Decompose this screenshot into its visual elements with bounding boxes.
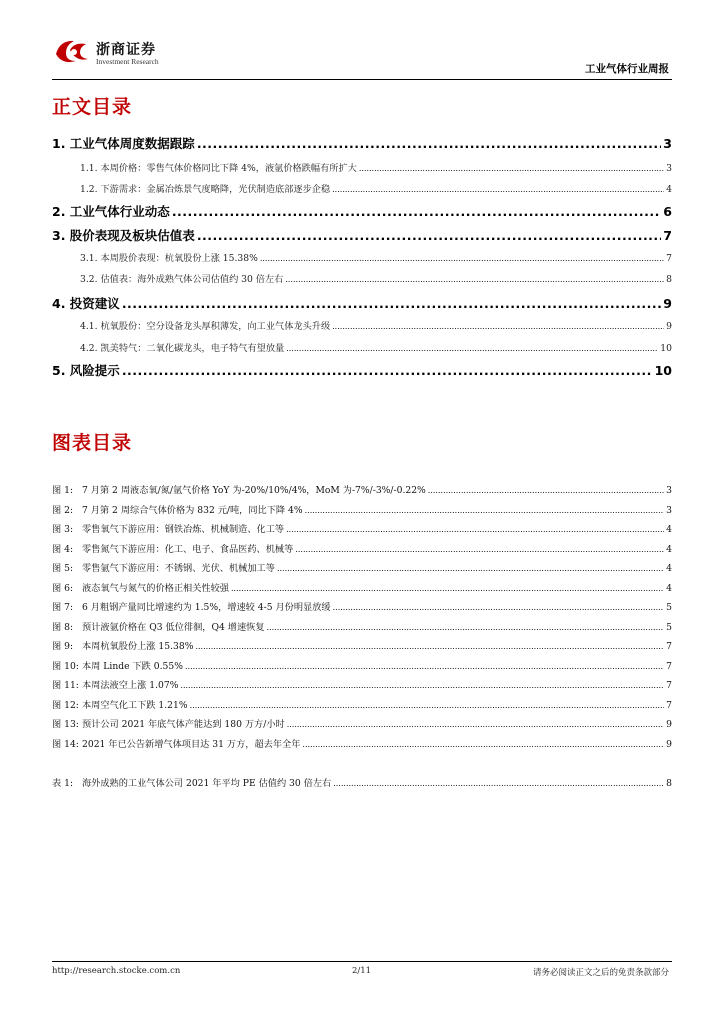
figure-page: 5 bbox=[666, 602, 672, 613]
toc-entry-text: 2. 工业气体行业动态 bbox=[52, 204, 170, 219]
toc-entry[interactable] bbox=[52, 361, 672, 379]
dot-leader bbox=[185, 662, 664, 671]
report-type: 工业气体行业周报 bbox=[585, 63, 669, 75]
figure-label: 图 7: bbox=[52, 602, 74, 613]
dot-leader bbox=[231, 584, 664, 593]
figure-caption: 预计公司 2021 年底气体产能达到 180 万方/小时 bbox=[82, 719, 285, 730]
figure-caption: 本周杭氧股份上涨 15.38% bbox=[82, 641, 194, 652]
figure-caption: 零售氮气下游应用：化工、电子、食品医药、机械等 bbox=[82, 544, 294, 555]
figure-page: 4 bbox=[666, 544, 672, 555]
toc-entry[interactable] bbox=[52, 294, 672, 312]
toc-entry[interactable] bbox=[80, 250, 672, 264]
brand-name-cn: 浙商证券 bbox=[96, 42, 156, 58]
figure-label: 图 10: bbox=[52, 661, 79, 672]
toc-entry-page: 8 bbox=[666, 274, 672, 285]
dot-leader bbox=[190, 701, 665, 710]
toc-entry[interactable] bbox=[52, 134, 672, 152]
toc-entry[interactable] bbox=[80, 340, 672, 354]
figure-entry[interactable] bbox=[52, 521, 672, 535]
dot-leader bbox=[305, 506, 665, 515]
figure-caption: 本周 Linde 下跌 0.55% bbox=[82, 661, 183, 672]
toc-entry-page: 7 bbox=[663, 228, 672, 243]
dot-leader bbox=[286, 525, 664, 534]
dot-leader bbox=[332, 322, 664, 331]
figure-label: 图 13: bbox=[52, 719, 79, 730]
figure-caption: 零售氧气下游应用：钢铁冶炼、机械制造、化工等 bbox=[82, 524, 285, 535]
figure-caption: 6 月粗钢产量同比增速约为 1.5%，增速较 4-5 月份明显放缓 bbox=[82, 602, 331, 613]
dot-leader bbox=[260, 254, 664, 263]
dot-leader bbox=[295, 545, 664, 554]
toc-entry-text: 5. 风险提示 bbox=[52, 363, 120, 378]
toc-entry[interactable] bbox=[52, 226, 672, 244]
dot-leader bbox=[428, 486, 664, 495]
toc-entry-page: 10 bbox=[660, 343, 672, 354]
figure-entry[interactable] bbox=[52, 560, 672, 574]
figure-label: 图 6: bbox=[52, 583, 74, 594]
toc-entry-page: 7 bbox=[666, 253, 672, 264]
dot-leader bbox=[197, 228, 661, 243]
dot-leader bbox=[277, 564, 664, 573]
figure-label: 图 5: bbox=[52, 563, 74, 574]
figure-label: 图 2: bbox=[52, 505, 74, 516]
toc-entry[interactable] bbox=[80, 181, 672, 195]
figure-label: 图 14: bbox=[52, 739, 79, 750]
toc-entry-page: 10 bbox=[654, 363, 672, 378]
toc-entry-text: 1.2. 下游需求：金属冶炼景气度略降，光伏制造底部逐步企稳 bbox=[80, 184, 331, 195]
figure-caption: 零售氩气下游应用：不锈钢、光伏、机械加工等 bbox=[82, 563, 275, 574]
toc-entry-text: 3. 股价表现及板块估值表 bbox=[52, 228, 195, 243]
figure-entry[interactable] bbox=[52, 482, 672, 496]
figure-caption: 液态氧气与氮气的价格正相关性较强 bbox=[82, 583, 229, 594]
figure-label: 图 1: bbox=[52, 485, 74, 496]
figure-page: 4 bbox=[666, 583, 672, 594]
figure-entry[interactable] bbox=[52, 716, 672, 730]
figure-label: 图 11: bbox=[52, 680, 79, 691]
figure-entry[interactable] bbox=[52, 697, 672, 711]
dot-leader bbox=[267, 623, 665, 632]
figure-entry[interactable] bbox=[52, 658, 672, 672]
header-divider bbox=[52, 79, 672, 80]
figure-page: 3 bbox=[666, 505, 672, 516]
figure-label: 图 8: bbox=[52, 622, 74, 633]
dot-leader bbox=[333, 779, 664, 788]
figures-title: 图表目录 bbox=[52, 432, 133, 454]
dot-leader bbox=[332, 185, 664, 194]
dot-leader bbox=[122, 363, 653, 378]
table-page: 8 bbox=[666, 778, 672, 789]
figure-label: 图 9: bbox=[52, 641, 74, 652]
toc-entry-page: 9 bbox=[666, 321, 672, 332]
figure-page: 7 bbox=[666, 661, 672, 672]
figure-entry[interactable] bbox=[52, 736, 672, 750]
dot-leader bbox=[333, 603, 665, 612]
toc-entry-page: 9 bbox=[663, 296, 672, 311]
figure-entry[interactable] bbox=[52, 677, 672, 691]
dot-leader bbox=[287, 720, 664, 729]
toc-title: 正文目录 bbox=[52, 96, 133, 118]
dot-leader bbox=[172, 204, 661, 219]
footer-url-link[interactable]: http://research.stocke.com.cn bbox=[52, 966, 181, 976]
table-label: 表 1: bbox=[52, 778, 74, 789]
dot-leader bbox=[286, 344, 658, 353]
toc-entry-text: 4.2. 凯美特气：二氧化碳龙头，电子特气有望放量 bbox=[80, 343, 285, 354]
figure-entry[interactable] bbox=[52, 599, 672, 613]
brand-name-en: Investment Research bbox=[96, 57, 159, 66]
toc-entry-text: 1. 工业气体周度数据跟踪 bbox=[52, 136, 195, 151]
dot-leader bbox=[122, 296, 661, 311]
figure-entry[interactable] bbox=[52, 638, 672, 652]
table-entry[interactable] bbox=[52, 775, 672, 789]
toc-entry-text: 3.1. 本周股价表现：杭氧股份上涨 15.38% bbox=[80, 253, 258, 264]
toc-entry-text: 4.1. 杭氧股份：空分设备龙头厚积薄发，向工业气体龙头升级 bbox=[80, 321, 331, 332]
dot-leader bbox=[302, 740, 664, 749]
figure-page: 9 bbox=[666, 719, 672, 730]
toc-entry-page: 6 bbox=[663, 204, 672, 219]
figure-entry[interactable] bbox=[52, 619, 672, 633]
figure-entry[interactable] bbox=[52, 541, 672, 555]
figure-caption: 预计液氩价格在 Q3 低位徘徊，Q4 增速恢复 bbox=[82, 622, 265, 633]
figure-page: 4 bbox=[666, 524, 672, 535]
figure-caption: 7 月第 2 周液态氧/氮/氩气价格 YoY 为-20%/10%/4%，MoM 为-7%/-3%/-0.22% bbox=[82, 485, 426, 496]
figure-caption: 7 月第 2 周综合气体价格为 832 元/吨，同比下降 4% bbox=[82, 505, 303, 516]
dot-leader bbox=[197, 136, 661, 151]
dot-leader bbox=[180, 681, 664, 690]
dot-leader bbox=[285, 275, 664, 284]
figure-page: 9 bbox=[666, 739, 672, 750]
toc-entry-page: 3 bbox=[666, 163, 672, 174]
table-caption: 海外成熟的工业气体公司 2021 年平均 PE 估值约 30 倍左右 bbox=[82, 778, 332, 789]
toc-entry[interactable] bbox=[80, 271, 672, 285]
toc-entry-text: 3.2. 估值表：海外成熟气体公司估值约 30 倍左右 bbox=[80, 274, 284, 285]
figure-caption: 2021 年已公告新增气体项目达 31 万方，超去年全年 bbox=[82, 739, 301, 750]
toc-entry[interactable] bbox=[52, 202, 672, 220]
figure-page: 7 bbox=[666, 700, 672, 711]
figure-page: 7 bbox=[666, 680, 672, 691]
toc-entry-page: 3 bbox=[663, 136, 672, 151]
figure-page: 3 bbox=[666, 485, 672, 496]
figure-entry[interactable] bbox=[52, 502, 672, 516]
dot-leader bbox=[359, 164, 664, 173]
figure-page: 4 bbox=[666, 563, 672, 574]
figure-label: 图 3: bbox=[52, 524, 74, 535]
toc-entry-page: 4 bbox=[666, 184, 672, 195]
toc-entry[interactable] bbox=[80, 160, 672, 174]
dot-leader bbox=[195, 642, 664, 651]
page-indicator: 2/11 bbox=[352, 966, 372, 976]
footer-divider bbox=[52, 961, 672, 962]
figure-page: 5 bbox=[666, 622, 672, 633]
figure-label: 图 4: bbox=[52, 544, 74, 555]
toc-entry-text: 4. 投资建议 bbox=[52, 296, 120, 311]
figure-page: 7 bbox=[666, 641, 672, 652]
figure-entry[interactable] bbox=[52, 580, 672, 594]
footer-disclaimer: 请务必阅读正文之后的免责条款部分 bbox=[532, 968, 669, 978]
brand-logo-icon bbox=[52, 36, 92, 66]
figure-caption: 本周法液空上涨 1.07% bbox=[82, 680, 179, 691]
toc-entry[interactable] bbox=[80, 318, 672, 332]
figure-label: 图 12: bbox=[52, 700, 79, 711]
toc-entry-text: 1.1. 本周价格：零售气体价格同比下降 4%，液氩价格跌幅有所扩大 bbox=[80, 163, 357, 174]
brand-logo bbox=[52, 36, 192, 72]
figure-caption: 本周空气化工下跌 1.21% bbox=[82, 700, 188, 711]
